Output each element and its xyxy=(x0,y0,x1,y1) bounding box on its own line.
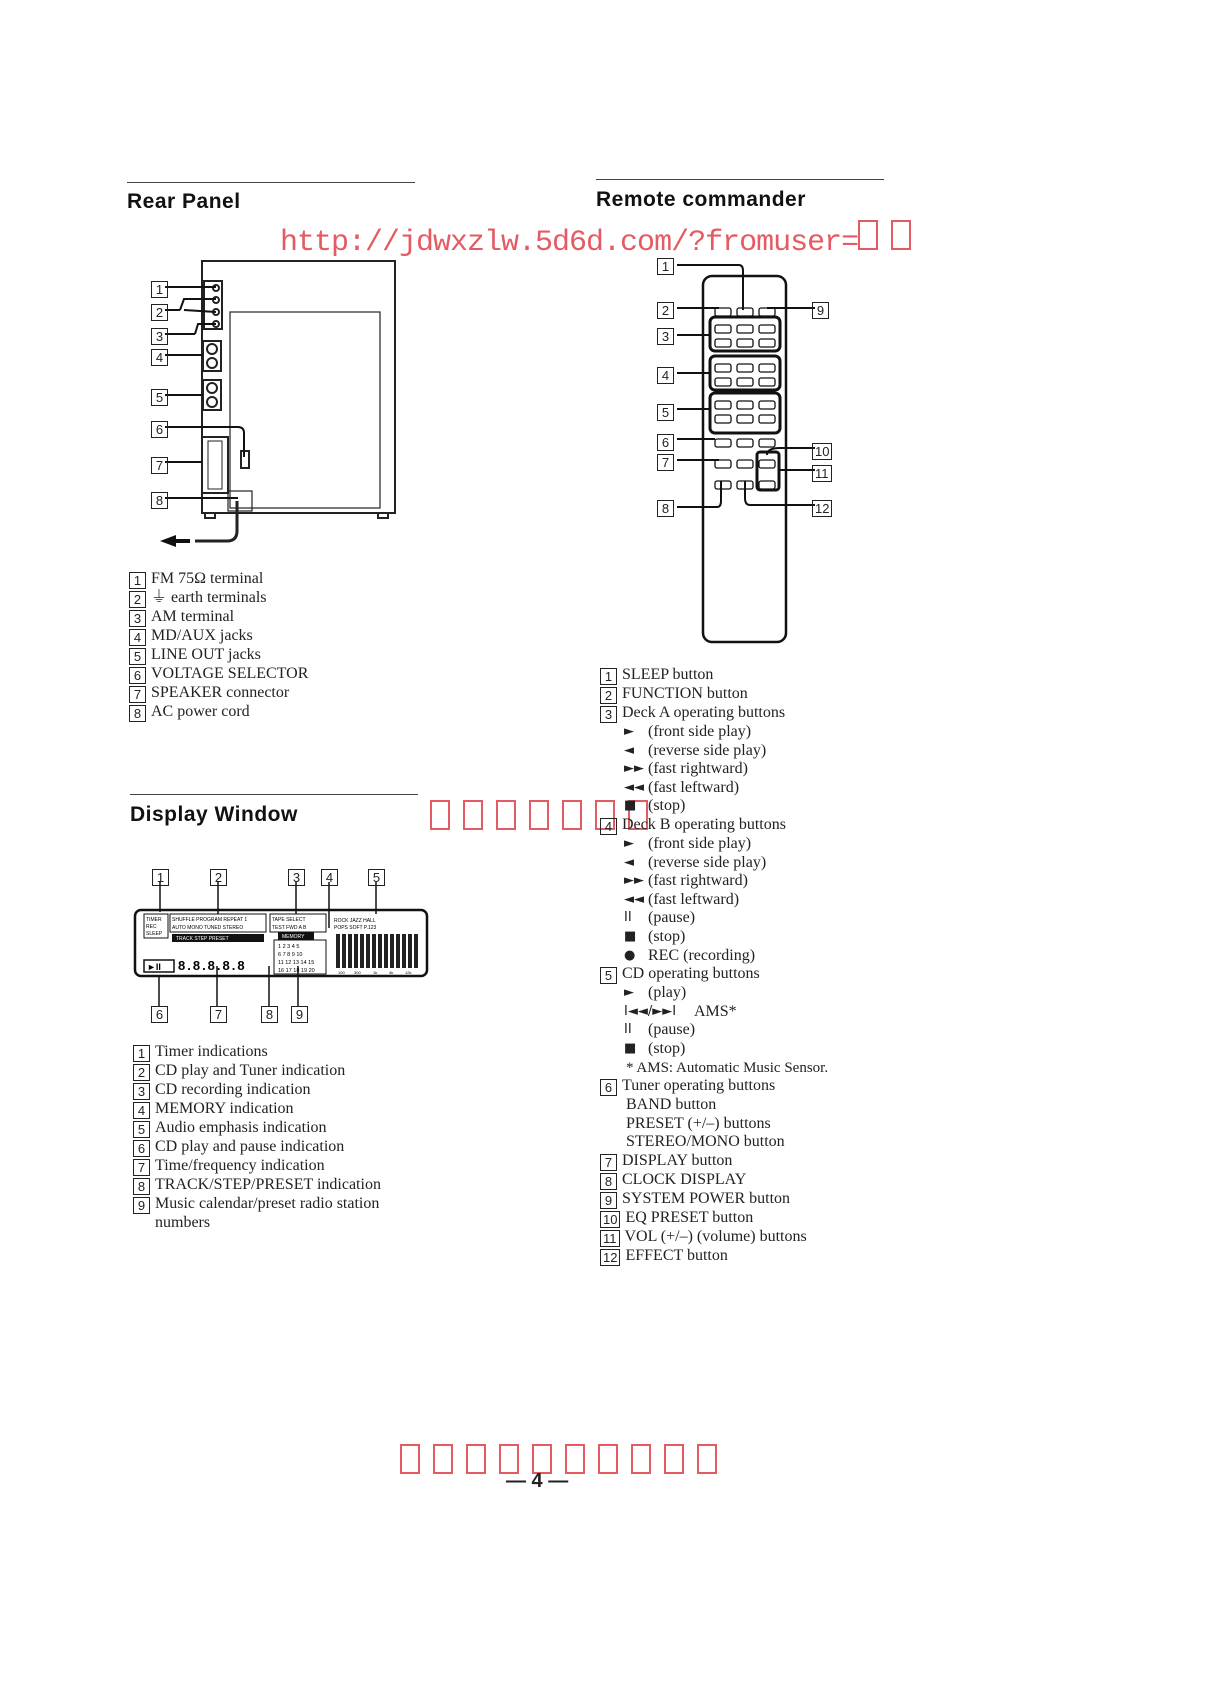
legend-item: 1 SLEEP button xyxy=(600,666,828,685)
callout-2: 2 xyxy=(151,304,168,321)
lcd-level-bar xyxy=(390,934,394,968)
legend-item: 8 AC power cord xyxy=(129,703,308,722)
remote-button xyxy=(715,339,731,347)
lcd-level-bar xyxy=(336,934,340,968)
lcd-digits: 8.8.8.8.8 xyxy=(178,958,247,973)
callout-4: 4 xyxy=(151,349,168,366)
remote-button xyxy=(737,339,753,347)
lcd-eq-2: POPS SOFT P.123 xyxy=(334,925,377,931)
lcd-eq-bars xyxy=(336,934,418,968)
callout-12: 12 xyxy=(812,500,832,517)
callout-1: 1 xyxy=(152,869,169,886)
callout-3: 3 xyxy=(288,869,305,886)
remote-rule xyxy=(596,179,884,180)
remote-button xyxy=(737,364,753,372)
lcd-eq-1: ROCK JAZZ HALL xyxy=(334,918,376,924)
remote-button xyxy=(715,325,731,333)
legend-item: 2 CD play and Tuner indication xyxy=(133,1062,381,1081)
legend-item: 10 EQ PRESET button xyxy=(600,1209,828,1228)
legend-item: 4 Deck B operating buttons xyxy=(600,816,828,835)
callout-5: 5 xyxy=(368,869,385,886)
lcd-cal-2: 6 7 8 9 10 xyxy=(278,952,303,958)
display-window-rule xyxy=(130,794,418,795)
rear-panel-legend xyxy=(129,570,308,722)
callout-6: 6 xyxy=(151,1006,168,1023)
lcd-freq-3: 1k xyxy=(373,970,378,975)
legend-item: 1 FM 75Ω terminal xyxy=(129,570,308,589)
legend-item: 4 MEMORY indication xyxy=(133,1100,381,1119)
legend-subitem: ►► (fast rightward) xyxy=(624,872,748,890)
remote-diagram xyxy=(655,255,835,647)
display-window-legend xyxy=(133,1043,381,1233)
callout-8: 8 xyxy=(657,500,674,517)
lcd-freq-5: 12k xyxy=(405,970,412,975)
display-window-diagram xyxy=(132,866,432,1026)
remote-button xyxy=(759,401,775,409)
lcd-modes-2: AUTO MONO TUNED STEREO xyxy=(172,925,244,931)
legend-item: 6 Tuner operating buttons xyxy=(600,1077,828,1096)
lcd-freq-2: 300 xyxy=(354,970,361,975)
remote-button xyxy=(759,460,775,468)
remote-button xyxy=(759,364,775,372)
legend-item: 5 LINE OUT jacks xyxy=(129,646,308,665)
legend-item: 2 FUNCTION button xyxy=(600,685,828,704)
callout-10: 10 xyxy=(812,443,832,460)
remote-button xyxy=(715,415,731,423)
legend-item: 6 CD play and pause indication xyxy=(133,1138,381,1157)
legend-plain: STEREO/MONO button xyxy=(626,1133,785,1151)
legend-item: 2 ⏚ earth terminals xyxy=(129,589,308,608)
remote-button xyxy=(715,308,731,316)
legend-item-cont: numbers xyxy=(155,1214,211,1231)
lcd-cal-1: 1 2 3 4 5 xyxy=(278,944,300,950)
callout-4: 4 xyxy=(657,367,674,384)
legend-item: 9 Music calendar/preset radio station xyxy=(133,1195,381,1214)
remote-button xyxy=(759,378,775,386)
lcd-level-bar xyxy=(360,934,364,968)
remote-button xyxy=(715,364,731,372)
lcd-level-bar xyxy=(408,934,412,968)
legend-item: 5 Audio emphasis indication xyxy=(133,1119,381,1138)
remote-button xyxy=(715,481,731,489)
lcd-level-bar xyxy=(348,934,352,968)
legend-item: 3 Deck A operating buttons xyxy=(600,704,828,723)
legend-subitem: ◄ (reverse side play) xyxy=(624,741,767,759)
legend-item: 12 EFFECT button xyxy=(600,1247,828,1266)
callout-3: 3 xyxy=(657,328,674,345)
page-number: — 4 — xyxy=(506,1470,569,1492)
remote-button xyxy=(759,325,775,333)
legend-subitem: II (pause) xyxy=(624,1021,696,1039)
lcd-freq-1: 100 xyxy=(338,970,345,975)
remote-button xyxy=(737,460,753,468)
legend-subitem: ► (play) xyxy=(624,984,687,1002)
callout-7: 7 xyxy=(210,1006,227,1023)
remote-button xyxy=(737,308,753,316)
legend-item: 4 MD/AUX jacks xyxy=(129,627,308,646)
remote-title: Remote commander xyxy=(596,188,806,211)
legend-subitem: ►► (fast rightward) xyxy=(624,760,748,778)
callout-1: 1 xyxy=(151,281,168,298)
lcd-level-bar xyxy=(342,934,346,968)
callout-2: 2 xyxy=(657,302,674,319)
legend-subitem: ◄ (reverse side play) xyxy=(624,853,767,871)
remote-button xyxy=(737,325,753,333)
legend-item: 1 Timer indications xyxy=(133,1043,381,1062)
lcd-cal-3: 11 12 13 14 15 xyxy=(278,960,315,966)
callout-11: 11 xyxy=(812,465,832,482)
lcd-level-bar xyxy=(378,934,382,968)
url-watermark: http://jdwxzlw.5d6d.com/?fromuser= xyxy=(280,220,924,260)
legend-subitem: ■ (stop) xyxy=(624,927,686,945)
callout-5: 5 xyxy=(151,389,168,406)
callout-8: 8 xyxy=(261,1006,278,1023)
lcd-memory: MEMORY xyxy=(282,934,305,940)
legend-plain: BAND button xyxy=(626,1096,717,1114)
legend-subitem: ► (front side play) xyxy=(624,834,752,852)
remote-button xyxy=(737,439,753,447)
callout-1: 1 xyxy=(657,258,674,275)
lcd-level-bar xyxy=(414,934,418,968)
legend-subitem: ■ (stop) xyxy=(624,797,686,815)
legend-subitem: ■ (stop) xyxy=(624,1039,686,1057)
lcd-modes-1: SHUFFLE PROGRAM REPEAT 1 xyxy=(172,917,248,923)
callout-6: 6 xyxy=(151,421,168,438)
callout-8: 8 xyxy=(151,492,168,509)
remote-button xyxy=(737,401,753,409)
remote-button xyxy=(759,339,775,347)
callout-7: 7 xyxy=(657,454,674,471)
remote-button xyxy=(737,378,753,386)
legend-note: * AMS: Automatic Music Sensor. xyxy=(626,1059,829,1076)
lcd-tape: TAPE SELECT xyxy=(272,917,306,923)
lcd-level-bar xyxy=(366,934,370,968)
lcd-level-bar xyxy=(372,934,376,968)
lcd-cal-4: 16 17 18 19 20 xyxy=(278,968,315,974)
legend-subitem: ◄◄ (fast leftward) xyxy=(624,778,740,796)
callout-2: 2 xyxy=(210,869,227,886)
lcd-timer-3: SLEEP xyxy=(146,931,163,937)
callout-5: 5 xyxy=(657,404,674,421)
lcd-level-bar xyxy=(396,934,400,968)
remote-button xyxy=(715,401,731,409)
legend-item: 5 CD operating buttons xyxy=(600,965,828,984)
remote-button xyxy=(759,439,775,447)
lcd-level-bar xyxy=(402,934,406,968)
legend-item: 8 TRACK/STEP/PRESET indication xyxy=(133,1176,381,1195)
remote-button xyxy=(759,308,775,316)
remote-button xyxy=(759,415,775,423)
rear-panel-rule xyxy=(127,182,415,183)
remote-button xyxy=(759,481,775,489)
lcd-level-bar xyxy=(384,934,388,968)
callout-7: 7 xyxy=(151,457,168,474)
legend-subitem: ► (front side play) xyxy=(624,723,752,740)
lcd-tape-2: TEST FWD A B xyxy=(272,925,307,931)
legend-subitem: ◄◄ (fast leftward) xyxy=(624,890,740,908)
legend-item: 11 VOL (+/–) (volume) buttons xyxy=(600,1228,828,1247)
legend-item: 3 CD recording indication xyxy=(133,1081,381,1100)
legend-item: 3 AM terminal xyxy=(129,608,308,627)
legend-item: 8 CLOCK DISPLAY xyxy=(600,1171,828,1190)
legend-subitem: I◄◄/►►I AMS* xyxy=(624,1002,737,1020)
legend-item: 7 SPEAKER connector xyxy=(129,684,308,703)
remote-button xyxy=(715,439,731,447)
lcd-timer-1: TIMER xyxy=(146,917,162,923)
remote-button xyxy=(715,378,731,386)
callout-9: 9 xyxy=(812,302,829,319)
rear-panel-title: Rear Panel xyxy=(127,190,241,213)
legend-item: 9 SYSTEM POWER button xyxy=(600,1190,828,1209)
lcd-timer-2: REC xyxy=(146,924,157,930)
legend-subitem: II (pause) xyxy=(624,909,696,927)
legend-item: 6 VOLTAGE SELECTOR xyxy=(129,665,308,684)
lcd-track: TRACK STEP PRESET xyxy=(176,936,229,942)
lcd-freq-4: 4k xyxy=(389,970,394,975)
callout-6: 6 xyxy=(657,434,674,451)
legend-item: 7 Time/frequency indication xyxy=(133,1157,381,1176)
callout-4: 4 xyxy=(321,869,338,886)
legend-plain: PRESET (+/–) buttons xyxy=(626,1114,771,1132)
legend-subitem: ● REC (recording) xyxy=(624,946,756,964)
display-window-title: Display Window xyxy=(130,803,298,826)
lcd-play: ►II xyxy=(147,962,161,972)
lcd-level-bar xyxy=(354,934,358,968)
rear-panel-diagram xyxy=(140,255,410,555)
remote-legend xyxy=(600,666,828,1266)
callout-9: 9 xyxy=(291,1006,308,1023)
remote-button xyxy=(715,460,731,468)
callout-3: 3 xyxy=(151,328,168,345)
legend-item: 7 DISPLAY button xyxy=(600,1152,828,1171)
remote-button xyxy=(737,415,753,423)
